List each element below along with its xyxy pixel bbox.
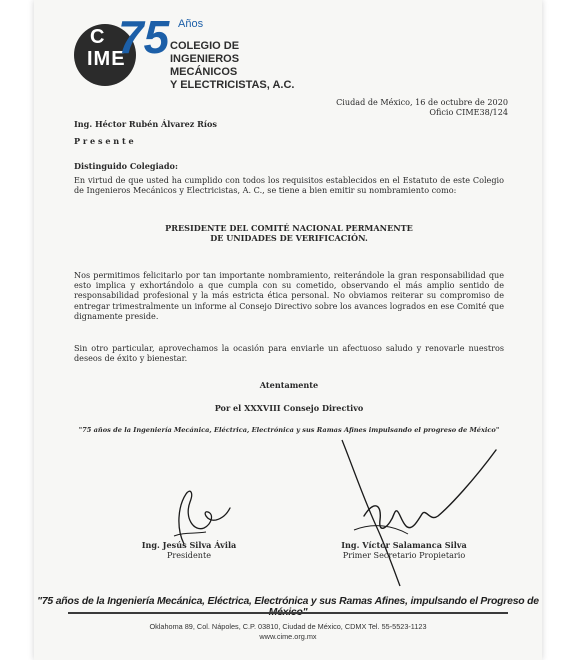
signatory-right <box>314 540 494 560</box>
footer-divider <box>68 612 508 614</box>
congratulation-paragraph: Nos permitimos felicitarlo por tan importante nombramiento, reiterándole la gran responsabilidad que esto implica y exhortándolo a que cumpla con su cometido, observando el más amplio sentido de responsabilidad profesional y la más estricta ética personal. No obviamos reiterar su compromiso de entregar trimestralmente un informe al Consejo Directivo sobre los avances logrados en ese Comité que dignamente preside. <box>74 270 504 321</box>
anniversary-number: 75 <box>118 11 170 63</box>
footer-website: www.cime.org.mx <box>259 632 317 641</box>
footer-slogan: "75 años de la Ingeniería Mecánica, Eléctrica, Electrónica y sus Ramas Afines, impulsando el Progreso de <box>37 596 539 607</box>
signature-right <box>334 430 504 590</box>
date-block <box>208 97 508 117</box>
signatory-role: Presidente <box>166 550 212 561</box>
appointment-line: PRESIDENTE DEL COMITÉ NACIONAL PERMANENTE <box>165 223 413 233</box>
closing-word: Atentamente <box>259 380 319 390</box>
body-slogan: "75 años de la Ingeniería Mecánica, Eléctrica, Electrónica y sus Ramas Afines impulsando el progreso de México" <box>78 426 500 434</box>
recipient-name: Ing. Héctor Rubén Álvarez Ríos <box>74 119 217 129</box>
council-line: Por el XXXVIII Consejo Directivo <box>214 403 364 413</box>
recipient-salutation: P r e s e n t e <box>74 136 134 146</box>
closing-paragraph: Sin otro particular, aprovechamos la ocasión para enviarle un afectuoso saludo y renovarle nuestros deseos de éxito y bienestar. <box>74 343 504 364</box>
signatory-name: Ing. Víctor Salamanca Silva <box>341 540 467 550</box>
signatory-name: Ing. Jesús Silva Ávila <box>141 540 237 550</box>
greeting: Distinguido Colegiado: <box>74 161 178 171</box>
college-name <box>170 40 304 92</box>
college-name-line: Y ELECTRICISTAS, A.C. <box>170 79 295 91</box>
appointment-line: DE UNIDADES DE VERIFICACIÓN. <box>210 233 368 244</box>
badge-letter-top: C <box>90 26 105 48</box>
anniversary-label: Años <box>178 18 204 30</box>
appointment-title <box>74 223 504 243</box>
badge-letters-bottom: IME <box>87 48 126 70</box>
office-reference: Oficio CIME38/124 <box>429 107 508 118</box>
place-date: Ciudad de México, 16 de octubre de 2020 <box>336 97 508 107</box>
college-name-line: INGENIEROS MECÁNICOS <box>170 53 240 78</box>
signature-left <box>154 488 234 548</box>
cime-logo <box>74 11 304 94</box>
college-name-line: COLEGIO DE <box>170 40 240 52</box>
intro-paragraph: En virtud de que usted ha cumplido con todos los requisitos establecidos en el Estatuto de este Colegio de Ingenieros Mecánicos y Electricistas, A. C., se tiene a bien emitir su nombramiento como: <box>74 175 504 196</box>
footer-address: Oklahoma 89, Col. Nápoles, C.P. 03810, Ciudad de México, CDMX Tel. 55-5523-1123 <box>149 622 427 631</box>
footer-contact <box>34 622 542 642</box>
letter-page <box>34 0 542 660</box>
signatory-role: Primer Secretario Propietario <box>342 550 466 561</box>
signatory-left <box>104 540 274 560</box>
